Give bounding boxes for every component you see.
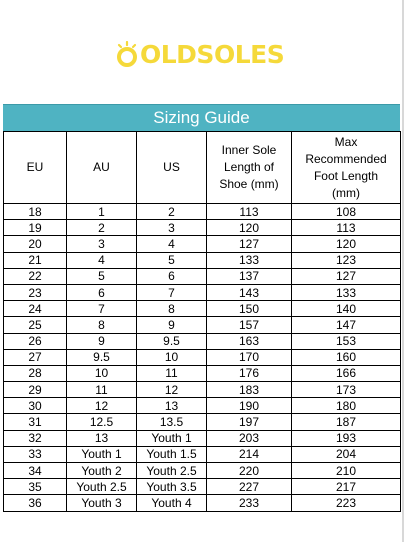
header-row bbox=[4, 132, 401, 204]
table-row bbox=[4, 317, 401, 333]
cell-eu: 23 bbox=[4, 284, 67, 300]
cell-au: Youth 3 bbox=[67, 495, 137, 511]
table-row bbox=[4, 398, 401, 414]
cell-max: 133 bbox=[292, 284, 401, 300]
table-row bbox=[4, 495, 401, 511]
cell-inner: 227 bbox=[207, 479, 292, 495]
cell-eu: 26 bbox=[4, 333, 67, 349]
cell-inner: 163 bbox=[207, 333, 292, 349]
cell-eu: 25 bbox=[4, 317, 67, 333]
bulb-icon bbox=[115, 41, 139, 69]
cell-max: 193 bbox=[292, 430, 401, 446]
cell-inner: 214 bbox=[207, 446, 292, 462]
cell-au: 11 bbox=[67, 382, 137, 398]
cell-inner: 120 bbox=[207, 220, 292, 236]
cell-us: 11 bbox=[137, 365, 207, 381]
cell-us: 5 bbox=[137, 252, 207, 268]
cell-eu: 18 bbox=[4, 204, 67, 220]
cell-us: 7 bbox=[137, 284, 207, 300]
cell-us: 9.5 bbox=[137, 333, 207, 349]
cell-us: 10 bbox=[137, 349, 207, 365]
cell-au: 12 bbox=[67, 398, 137, 414]
cell-au: 9.5 bbox=[67, 349, 137, 365]
cell-au: 8 bbox=[67, 317, 137, 333]
cell-au: 2 bbox=[67, 220, 137, 236]
cell-us: Youth 1.5 bbox=[137, 446, 207, 462]
cell-us: Youth 3.5 bbox=[137, 479, 207, 495]
cell-inner: 150 bbox=[207, 301, 292, 317]
cell-max: 173 bbox=[292, 382, 401, 398]
cell-eu: 30 bbox=[4, 398, 67, 414]
table-row bbox=[4, 414, 401, 430]
cell-max: 223 bbox=[292, 495, 401, 511]
table-row bbox=[4, 204, 401, 220]
table-row bbox=[4, 430, 401, 446]
header-max-line: Max bbox=[334, 134, 358, 149]
sizing-table bbox=[3, 131, 401, 512]
cell-inner: 197 bbox=[207, 414, 292, 430]
cell-max: 180 bbox=[292, 398, 401, 414]
cell-max: 166 bbox=[292, 365, 401, 381]
table-row bbox=[4, 382, 401, 398]
cell-au: Youth 1 bbox=[67, 446, 137, 462]
header-eu: EU bbox=[4, 132, 67, 204]
cell-inner: 183 bbox=[207, 382, 292, 398]
cell-max: 147 bbox=[292, 317, 401, 333]
cell-eu: 27 bbox=[4, 349, 67, 365]
table-row bbox=[4, 284, 401, 300]
cell-us: 9 bbox=[137, 317, 207, 333]
cell-eu: 21 bbox=[4, 252, 67, 268]
cell-us: 13 bbox=[137, 398, 207, 414]
cell-inner: 157 bbox=[207, 317, 292, 333]
cell-au: 12.5 bbox=[67, 414, 137, 430]
cell-max: 123 bbox=[292, 252, 401, 268]
cell-us: 8 bbox=[137, 301, 207, 317]
cell-max: 153 bbox=[292, 333, 401, 349]
cell-au: 9 bbox=[67, 333, 137, 349]
cell-inner: 190 bbox=[207, 398, 292, 414]
cell-us: 3 bbox=[137, 220, 207, 236]
brand-logo bbox=[115, 40, 284, 70]
cell-eu: 29 bbox=[4, 382, 67, 398]
table-row bbox=[4, 301, 401, 317]
table-row bbox=[4, 349, 401, 365]
cell-inner: 127 bbox=[207, 236, 292, 252]
header-au: AU bbox=[67, 132, 137, 204]
cell-us: 12 bbox=[137, 382, 207, 398]
table-row bbox=[4, 220, 401, 236]
table-row bbox=[4, 236, 401, 252]
cell-eu: 24 bbox=[4, 301, 67, 317]
cell-inner: 113 bbox=[207, 204, 292, 220]
cell-max: 113 bbox=[292, 220, 401, 236]
cell-eu: 31 bbox=[4, 414, 67, 430]
table-row bbox=[4, 463, 401, 479]
cell-au: 3 bbox=[67, 236, 137, 252]
cell-inner: 233 bbox=[207, 495, 292, 511]
cell-us: Youth 4 bbox=[137, 495, 207, 511]
cell-max: 127 bbox=[292, 268, 401, 284]
cell-us: Youth 2.5 bbox=[137, 463, 207, 479]
cell-au: Youth 2.5 bbox=[67, 479, 137, 495]
cell-max: 204 bbox=[292, 446, 401, 462]
header-inner-line: Inner Sole bbox=[221, 143, 277, 157]
cell-inner: 143 bbox=[207, 284, 292, 300]
cell-au: Youth 2 bbox=[67, 463, 137, 479]
cell-us: 6 bbox=[137, 268, 207, 284]
header-us: US bbox=[137, 132, 207, 204]
cell-inner: 133 bbox=[207, 252, 292, 268]
cell-au: 6 bbox=[67, 284, 137, 300]
table-body bbox=[4, 204, 401, 512]
cell-max: 187 bbox=[292, 414, 401, 430]
table-row bbox=[4, 446, 401, 462]
cell-us: 2 bbox=[137, 204, 207, 220]
cell-eu: 35 bbox=[4, 479, 67, 495]
brand-name: OLDSOLES bbox=[140, 40, 285, 69]
header-inner-line: Shoe (mm) bbox=[219, 177, 279, 191]
cell-us: 4 bbox=[137, 236, 207, 252]
header-max-line: Recommended bbox=[305, 151, 387, 166]
cell-max: 160 bbox=[292, 349, 401, 365]
cell-au: 13 bbox=[67, 430, 137, 446]
header-max-line: Foot Length bbox=[313, 168, 379, 183]
table-row bbox=[4, 268, 401, 284]
cell-us: Youth 1 bbox=[137, 430, 207, 446]
table-row bbox=[4, 365, 401, 381]
table-row bbox=[4, 479, 401, 495]
cell-inner: 220 bbox=[207, 463, 292, 479]
cell-au: 7 bbox=[67, 301, 137, 317]
cell-au: 4 bbox=[67, 252, 137, 268]
cell-max: 140 bbox=[292, 301, 401, 317]
header-max-foot-length bbox=[292, 132, 401, 204]
cell-inner: 203 bbox=[207, 430, 292, 446]
cell-au: 5 bbox=[67, 268, 137, 284]
cell-eu: 34 bbox=[4, 463, 67, 479]
cell-us: 13.5 bbox=[137, 414, 207, 430]
header-max-line: (mm) bbox=[332, 185, 360, 200]
header-inner-sole bbox=[207, 132, 292, 204]
sizing-guide-title: Sizing Guide bbox=[3, 104, 400, 131]
logo-area bbox=[0, 0, 404, 104]
cell-eu: 32 bbox=[4, 430, 67, 446]
cell-eu: 20 bbox=[4, 236, 67, 252]
header-inner-line: Length of bbox=[223, 160, 275, 174]
cell-eu: 28 bbox=[4, 365, 67, 381]
cell-max: 108 bbox=[292, 204, 401, 220]
cell-eu: 22 bbox=[4, 268, 67, 284]
cell-max: 210 bbox=[292, 463, 401, 479]
table-row bbox=[4, 252, 401, 268]
cell-max: 120 bbox=[292, 236, 401, 252]
cell-max: 217 bbox=[292, 479, 401, 495]
cell-eu: 33 bbox=[4, 446, 67, 462]
cell-au: 1 bbox=[67, 204, 137, 220]
cell-eu: 19 bbox=[4, 220, 67, 236]
cell-inner: 176 bbox=[207, 365, 292, 381]
table-row bbox=[4, 333, 401, 349]
cell-eu: 36 bbox=[4, 495, 67, 511]
cell-inner: 137 bbox=[207, 268, 292, 284]
cell-au: 10 bbox=[67, 365, 137, 381]
cell-inner: 170 bbox=[207, 349, 292, 365]
